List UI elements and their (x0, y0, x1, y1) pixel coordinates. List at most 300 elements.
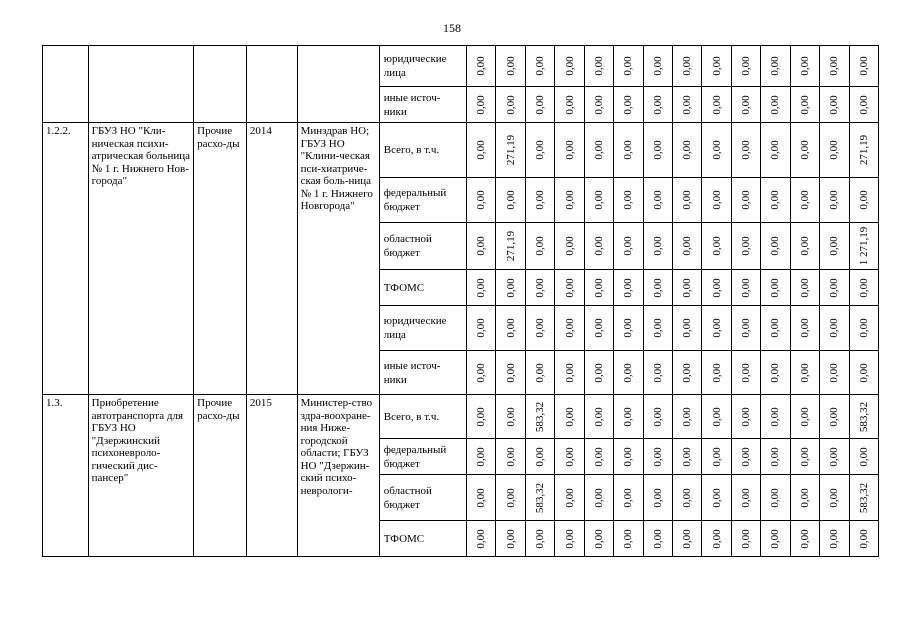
budget-table (42, 45, 879, 557)
amount-value: 0,00 (563, 140, 576, 160)
amount-cell (467, 223, 496, 270)
amount-value: 0,00 (710, 528, 723, 549)
amount-cell (672, 123, 701, 178)
amount-value: 0,00 (828, 446, 841, 467)
amount-cell (643, 46, 672, 87)
amount-cell (525, 87, 554, 123)
amount-value: 0,00 (651, 236, 664, 256)
amount-cell (467, 521, 496, 557)
amount-cell (702, 123, 731, 178)
amount-value: 0,00 (710, 406, 723, 427)
amount-value: 0,00 (651, 446, 664, 467)
amount-value: 0,00 (563, 190, 576, 210)
amount-value: 0,00 (739, 190, 752, 210)
amount-cell (643, 395, 672, 439)
amount-value: 0,00 (563, 362, 576, 383)
amount-value: 0,00 (474, 318, 487, 338)
amount-cell (467, 270, 496, 306)
amount-value: 0,00 (857, 446, 870, 467)
amount-cell (702, 46, 731, 87)
amount-value: 0,00 (563, 528, 576, 549)
amount-cell (849, 123, 878, 178)
amount-cell (584, 439, 613, 475)
amount-value: 0,00 (533, 190, 546, 210)
amount-value: 271,19 (504, 230, 517, 262)
amount-value: 0,00 (769, 406, 782, 427)
amount-value: 0,00 (504, 446, 517, 467)
amount-value: 0,00 (504, 528, 517, 549)
amount-cell (790, 178, 819, 223)
amount-value: 0,00 (798, 94, 811, 115)
funding-source-cell: иные источ-ники (379, 351, 466, 395)
amount-value: 0,00 (474, 362, 487, 383)
amount-value: 0,00 (828, 56, 841, 76)
amount-cell (849, 306, 878, 351)
amount-cell (672, 270, 701, 306)
amount-cell (555, 521, 584, 557)
amount-value: 0,00 (651, 528, 664, 549)
amount-cell (584, 351, 613, 395)
amount-value: 0,00 (474, 406, 487, 427)
amount-value: 0,00 (533, 56, 546, 76)
amount-cell (702, 395, 731, 439)
amount-value: 0,00 (710, 236, 723, 256)
amount-value: 0,00 (680, 56, 693, 76)
amount-cell (584, 270, 613, 306)
amount-cell (790, 439, 819, 475)
amount-cell (790, 270, 819, 306)
amount-value: 0,00 (798, 446, 811, 467)
amount-cell (525, 351, 554, 395)
funding-source-cell: федеральный бюджет (379, 178, 466, 223)
amount-value: 0,00 (474, 236, 487, 256)
amount-value: 0,00 (592, 446, 605, 467)
amount-cell (672, 521, 701, 557)
amount-cell (820, 178, 849, 223)
amount-cell (761, 270, 790, 306)
amount-cell (496, 123, 525, 178)
funding-source-cell: Всего, в т.ч. (379, 395, 466, 439)
expense-type-cell (194, 46, 247, 123)
amount-cell (614, 439, 643, 475)
amount-cell (496, 306, 525, 351)
amount-cell (525, 270, 554, 306)
amount-value: 0,00 (592, 236, 605, 256)
amount-cell (761, 223, 790, 270)
amount-value: 0,00 (651, 94, 664, 115)
amount-cell (702, 223, 731, 270)
amount-cell (761, 87, 790, 123)
amount-value: 0,00 (710, 446, 723, 467)
amount-value: 0,00 (857, 362, 870, 383)
amount-value: 0,00 (769, 487, 782, 508)
amount-value: 0,00 (680, 446, 693, 467)
amount-value: 0,00 (474, 56, 487, 76)
amount-value: 0,00 (680, 487, 693, 508)
amount-value: 0,00 (592, 528, 605, 549)
amount-cell (467, 123, 496, 178)
amount-cell (820, 475, 849, 521)
amount-value: 0,00 (680, 190, 693, 210)
amount-value: 0,00 (828, 406, 841, 427)
amount-cell (467, 87, 496, 123)
year-cell: 2015 (246, 395, 297, 557)
amount-cell (790, 475, 819, 521)
amount-value: 0,00 (857, 94, 870, 115)
amount-value: 0,00 (710, 362, 723, 383)
year-cell (246, 46, 297, 123)
amount-cell (496, 223, 525, 270)
amount-cell (731, 223, 760, 270)
amount-value: 0,00 (622, 190, 635, 210)
amount-value: 0,00 (504, 406, 517, 427)
amount-value: 0,00 (798, 236, 811, 256)
amount-value: 0,00 (769, 446, 782, 467)
amount-value: 0,00 (504, 94, 517, 115)
amount-value: 0,00 (533, 94, 546, 115)
amount-cell (555, 475, 584, 521)
amount-cell (525, 123, 554, 178)
amount-value: 0,00 (710, 140, 723, 160)
amount-value: 0,00 (474, 446, 487, 467)
amount-value: 0,00 (769, 528, 782, 549)
amount-value: 0,00 (857, 528, 870, 549)
amount-value: 0,00 (533, 362, 546, 383)
amount-cell (614, 270, 643, 306)
amount-value: 0,00 (710, 190, 723, 210)
amount-value: 0,00 (651, 56, 664, 76)
amount-value: 0,00 (798, 528, 811, 549)
amount-cell (790, 351, 819, 395)
amount-cell (614, 351, 643, 395)
amount-cell (496, 439, 525, 475)
amount-value: 0,00 (739, 487, 752, 508)
amount-value: 0,00 (563, 318, 576, 338)
amount-cell (467, 351, 496, 395)
amount-cell (496, 351, 525, 395)
amount-value: 0,00 (592, 56, 605, 76)
amount-value: 0,00 (592, 487, 605, 508)
table-row (43, 123, 879, 178)
amount-cell (790, 521, 819, 557)
amount-value: 0,00 (533, 277, 546, 298)
amount-cell (555, 123, 584, 178)
amount-value: 0,00 (592, 190, 605, 210)
amount-value: 0,00 (651, 487, 664, 508)
amount-cell (761, 351, 790, 395)
amount-value: 0,00 (739, 56, 752, 76)
amount-cell (731, 439, 760, 475)
amount-value: 0,00 (533, 528, 546, 549)
amount-cell (761, 306, 790, 351)
amount-value: 0,00 (828, 487, 841, 508)
amount-cell (525, 439, 554, 475)
amount-value: 0,00 (592, 406, 605, 427)
amount-cell (731, 395, 760, 439)
amount-value: 0,00 (680, 362, 693, 383)
amount-value: 0,00 (651, 318, 664, 338)
amount-cell (496, 178, 525, 223)
amount-value: 0,00 (563, 487, 576, 508)
amount-value: 0,00 (622, 236, 635, 256)
amount-cell (614, 178, 643, 223)
amount-value: 0,00 (828, 94, 841, 115)
amount-cell (467, 475, 496, 521)
amount-cell (790, 395, 819, 439)
funding-source-cell: ТФОМС (379, 521, 466, 557)
amount-value: 271,19 (504, 134, 517, 166)
amount-cell (731, 87, 760, 123)
funding-source-cell: юридические лица (379, 46, 466, 87)
row-number-cell: 1.3. (43, 395, 89, 557)
amount-cell (584, 46, 613, 87)
executor-cell (297, 46, 379, 123)
amount-value: 0,00 (651, 190, 664, 210)
amount-value: 0,00 (739, 362, 752, 383)
amount-cell (496, 46, 525, 87)
amount-cell (820, 306, 849, 351)
funding-source-cell: иные источ-ники (379, 87, 466, 123)
amount-cell (584, 178, 613, 223)
amount-value: 0,00 (622, 406, 635, 427)
page-number: 158 (443, 21, 461, 35)
amount-value: 583,32 (857, 401, 870, 432)
amount-value: 0,00 (680, 277, 693, 298)
amount-value: 0,00 (592, 140, 605, 160)
amount-value: 0,00 (680, 528, 693, 549)
amount-cell (525, 178, 554, 223)
amount-cell (702, 270, 731, 306)
amount-value: 0,00 (769, 94, 782, 115)
amount-cell (672, 439, 701, 475)
amount-value: 0,00 (769, 140, 782, 160)
amount-cell (555, 439, 584, 475)
amount-cell (849, 439, 878, 475)
amount-cell (731, 306, 760, 351)
amount-cell (820, 351, 849, 395)
amount-value: 0,00 (739, 318, 752, 338)
amount-value: 0,00 (592, 318, 605, 338)
table-row (43, 395, 879, 439)
amount-cell (820, 270, 849, 306)
amount-value: 0,00 (474, 140, 487, 160)
amount-value: 0,00 (710, 56, 723, 76)
amount-cell (643, 87, 672, 123)
amount-value: 0,00 (533, 236, 546, 256)
amount-cell (820, 87, 849, 123)
amount-cell (643, 439, 672, 475)
amount-value: 0,00 (651, 362, 664, 383)
funding-source-cell: Всего, в т.ч. (379, 123, 466, 178)
amount-value: 0,00 (798, 277, 811, 298)
amount-value: 0,00 (798, 406, 811, 427)
amount-cell (555, 46, 584, 87)
amount-value: 0,00 (563, 446, 576, 467)
amount-cell (643, 521, 672, 557)
amount-cell (849, 46, 878, 87)
amount-value: 0,00 (828, 362, 841, 383)
amount-value: 0,00 (592, 94, 605, 115)
amount-value: 0,00 (622, 140, 635, 160)
amount-cell (467, 395, 496, 439)
amount-cell (820, 521, 849, 557)
amount-cell (525, 306, 554, 351)
amount-value: 0,00 (651, 140, 664, 160)
amount-cell (761, 475, 790, 521)
amount-cell (614, 521, 643, 557)
amount-cell (849, 87, 878, 123)
amount-value: 0,00 (474, 277, 487, 298)
amount-value: 583,32 (857, 482, 870, 513)
amount-value: 0,00 (828, 140, 841, 160)
amount-value: 0,00 (739, 140, 752, 160)
amount-cell (584, 521, 613, 557)
amount-value: 0,00 (533, 446, 546, 467)
amount-cell (761, 521, 790, 557)
amount-cell (525, 521, 554, 557)
expense-type-cell: Прочие расхо-ды (194, 123, 247, 395)
amount-value: 0,00 (622, 277, 635, 298)
amount-cell (467, 439, 496, 475)
amount-cell (467, 306, 496, 351)
amount-value: 0,00 (504, 56, 517, 76)
amount-value: 0,00 (474, 94, 487, 115)
executor-cell: Минздрав НО; ГБУЗ НО "Клини-ческая пси-хиатриче-ская боль-ница № 1 г. Нижнего Новгорода" (297, 123, 379, 395)
amount-cell (555, 270, 584, 306)
amount-cell (672, 395, 701, 439)
amount-cell (761, 178, 790, 223)
amount-cell (614, 223, 643, 270)
amount-value: 0,00 (474, 190, 487, 210)
amount-value: 1 271,19 (857, 226, 870, 266)
amount-cell (643, 223, 672, 270)
amount-cell (555, 351, 584, 395)
amount-value: 0,00 (622, 362, 635, 383)
amount-value: 0,00 (798, 318, 811, 338)
amount-cell (584, 87, 613, 123)
amount-value: 0,00 (680, 318, 693, 338)
amount-value: 0,00 (622, 487, 635, 508)
amount-cell (555, 223, 584, 270)
amount-value: 0,00 (622, 318, 635, 338)
amount-value: 0,00 (798, 487, 811, 508)
amount-cell (849, 351, 878, 395)
amount-cell (672, 306, 701, 351)
amount-value: 0,00 (533, 140, 546, 160)
amount-value: 0,00 (592, 277, 605, 298)
amount-value: 0,00 (504, 277, 517, 298)
amount-value: 583,32 (533, 482, 546, 513)
amount-cell (731, 178, 760, 223)
amount-value: 0,00 (680, 140, 693, 160)
executor-cell: Министер-ство здра-воохране-ния Ниже-городской области; ГБУЗ НО "Дзержин-ский психо-неврологи- (297, 395, 379, 557)
amount-cell (790, 46, 819, 87)
amount-cell (761, 395, 790, 439)
amount-value: 0,00 (857, 277, 870, 298)
amount-cell (614, 306, 643, 351)
amount-cell (761, 439, 790, 475)
year-cell: 2014 (246, 123, 297, 395)
amount-value: 0,00 (828, 236, 841, 256)
amount-cell (702, 521, 731, 557)
event-name-cell: ГБУЗ НО "Кли-ническая психи-атрическая больница № 1 г. Нижнего Нов-города" (88, 123, 194, 395)
amount-value: 0,00 (828, 528, 841, 549)
event-name-cell: Приобретение автотранспорта для ГБУЗ НО "Дзержинский психоневроло-гический дис-пансер" (88, 395, 194, 557)
amount-value: 0,00 (622, 94, 635, 115)
amount-cell (731, 475, 760, 521)
amount-cell (614, 46, 643, 87)
amount-cell (849, 475, 878, 521)
amount-value: 0,00 (710, 277, 723, 298)
amount-cell (820, 223, 849, 270)
amount-value: 0,00 (739, 94, 752, 115)
amount-value: 271,19 (857, 134, 870, 166)
amount-value: 0,00 (622, 446, 635, 467)
funding-source-cell: областной бюджет (379, 223, 466, 270)
amount-value: 0,00 (739, 406, 752, 427)
funding-source-cell: областной бюджет (379, 475, 466, 521)
amount-cell (584, 223, 613, 270)
amount-cell (731, 46, 760, 87)
amount-value: 0,00 (769, 56, 782, 76)
amount-cell (614, 87, 643, 123)
row-number-cell: 1.2.2. (43, 123, 89, 395)
amount-value: 0,00 (680, 94, 693, 115)
amount-value: 0,00 (798, 56, 811, 76)
amount-value: 0,00 (563, 94, 576, 115)
amount-cell (643, 351, 672, 395)
amount-cell (820, 439, 849, 475)
amount-cell (731, 521, 760, 557)
amount-cell (761, 46, 790, 87)
amount-cell (496, 395, 525, 439)
amount-value: 0,00 (710, 318, 723, 338)
amount-value: 0,00 (769, 362, 782, 383)
amount-value: 0,00 (533, 318, 546, 338)
amount-value: 0,00 (769, 318, 782, 338)
amount-value: 0,00 (504, 362, 517, 383)
amount-value: 0,00 (798, 140, 811, 160)
amount-cell (525, 46, 554, 87)
amount-cell (790, 87, 819, 123)
amount-value: 0,00 (504, 318, 517, 338)
amount-value: 0,00 (563, 277, 576, 298)
amount-value: 0,00 (857, 56, 870, 76)
amount-cell (849, 178, 878, 223)
amount-value: 0,00 (651, 406, 664, 427)
amount-cell (790, 123, 819, 178)
amount-cell (614, 395, 643, 439)
amount-value: 0,00 (739, 446, 752, 467)
funding-source-cell: ТФОМС (379, 270, 466, 306)
amount-cell (820, 123, 849, 178)
amount-value: 583,32 (533, 401, 546, 432)
expense-type-cell: Прочие расхо-ды (194, 395, 247, 557)
amount-cell (702, 178, 731, 223)
amount-value: 0,00 (504, 190, 517, 210)
table-row (43, 46, 879, 87)
amount-cell (643, 475, 672, 521)
amount-value: 0,00 (592, 362, 605, 383)
amount-cell (672, 87, 701, 123)
amount-cell (672, 475, 701, 521)
amount-value: 0,00 (739, 277, 752, 298)
amount-cell (761, 123, 790, 178)
amount-cell (731, 123, 760, 178)
amount-cell (643, 178, 672, 223)
amount-cell (672, 46, 701, 87)
amount-cell (643, 306, 672, 351)
